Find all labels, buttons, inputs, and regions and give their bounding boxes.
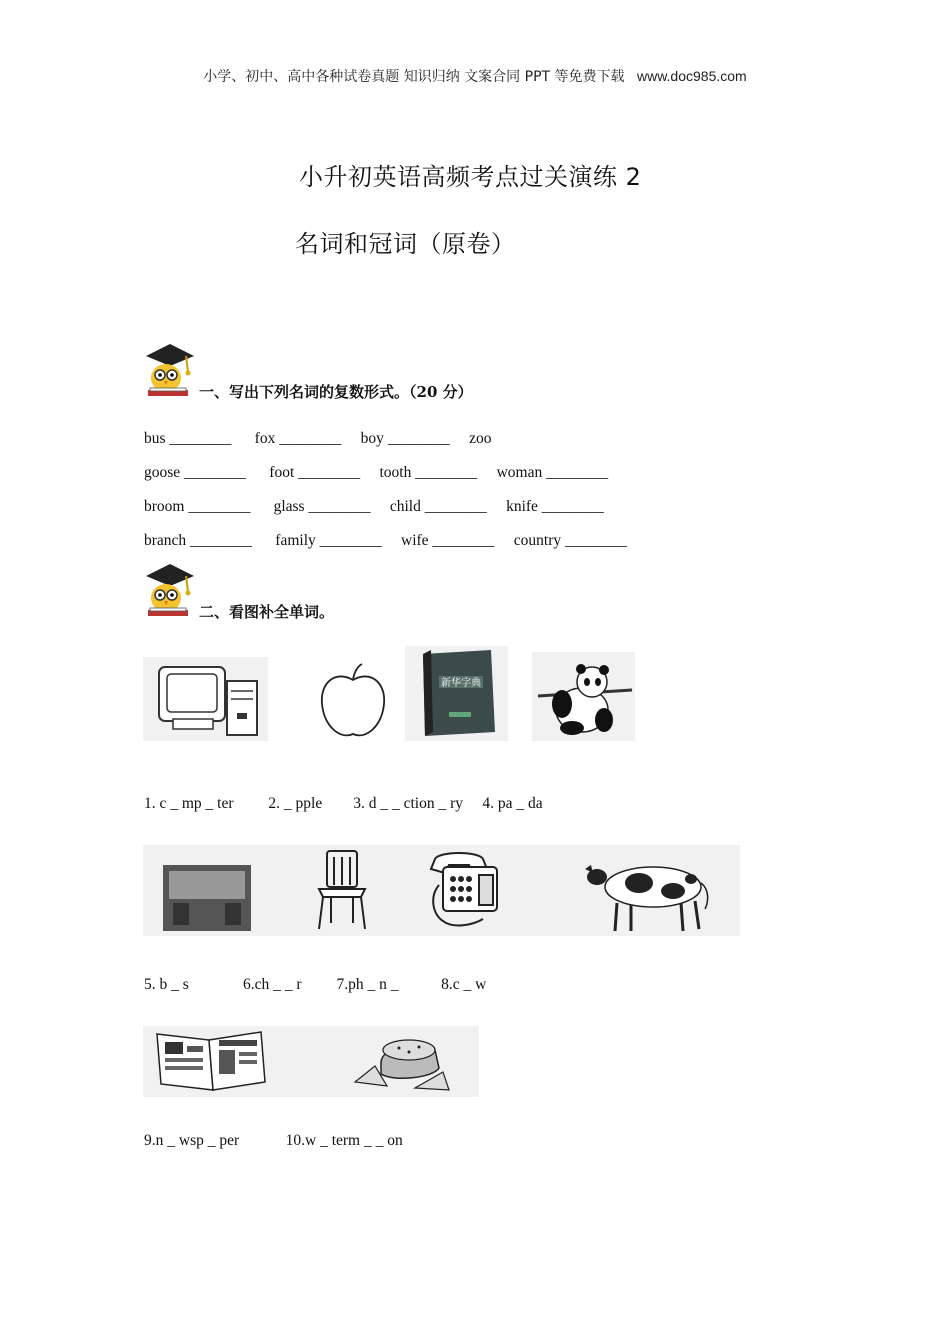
image-strip-2: [143, 845, 740, 936]
header-url[interactable]: www.doc985.com: [636, 68, 747, 84]
scholar-owl-icon: [142, 560, 198, 618]
section1-heading: 一、写出下列名词的复数形式。（20 分）: [199, 383, 473, 401]
image-strip-3: [143, 1026, 479, 1097]
page-subtitle: 名词和冠词（原卷）: [295, 230, 516, 258]
fill-line-1: 1. c _ mp _ ter 2. _ pple 3. d _ _ ction _ ry 4. pa _ da: [144, 795, 543, 812]
fill-line-2: 5. b _ s 6.ch _ _ r 7.ph _ n _ 8.c _ w: [144, 976, 487, 993]
plural-row-4: branch ________ family ________ wife ________ country ________: [144, 532, 628, 549]
apple-image: [316, 660, 390, 742]
page-header: [0, 66, 950, 86]
watermelon-image: [355, 1040, 449, 1090]
fill-line-3: 9.n _ wsp _ per 10.w _ term _ _ on: [144, 1132, 403, 1149]
page-title: 小升初英语高频考点过关演练 2: [299, 163, 642, 191]
dictionary-cover-text: 新华字典: [441, 678, 481, 689]
newspaper-image: [157, 1032, 265, 1090]
plural-row-2: goose ________ foot ________ tooth ________ woman ________: [144, 464, 609, 481]
computer-image: [143, 657, 268, 741]
scholar-owl-icon: [142, 340, 198, 398]
dictionary-image: [405, 646, 508, 741]
telephone-image: [431, 853, 497, 925]
header-text: 小学、初中、高中各种试卷真题 知识归纳 文案合同 PPT 等免费下载: [203, 69, 625, 85]
bus-image: [163, 865, 251, 931]
plural-row-3: broom ________ glass ________ child ________ knife ________: [144, 498, 604, 515]
chair-image: [319, 851, 365, 929]
section2-heading: 二、看图补全单词。: [199, 603, 335, 621]
panda-image: [532, 652, 635, 741]
plural-row-1: bus ________ fox ________ boy ________ zoo: [144, 430, 492, 447]
cow-image: [585, 865, 708, 931]
